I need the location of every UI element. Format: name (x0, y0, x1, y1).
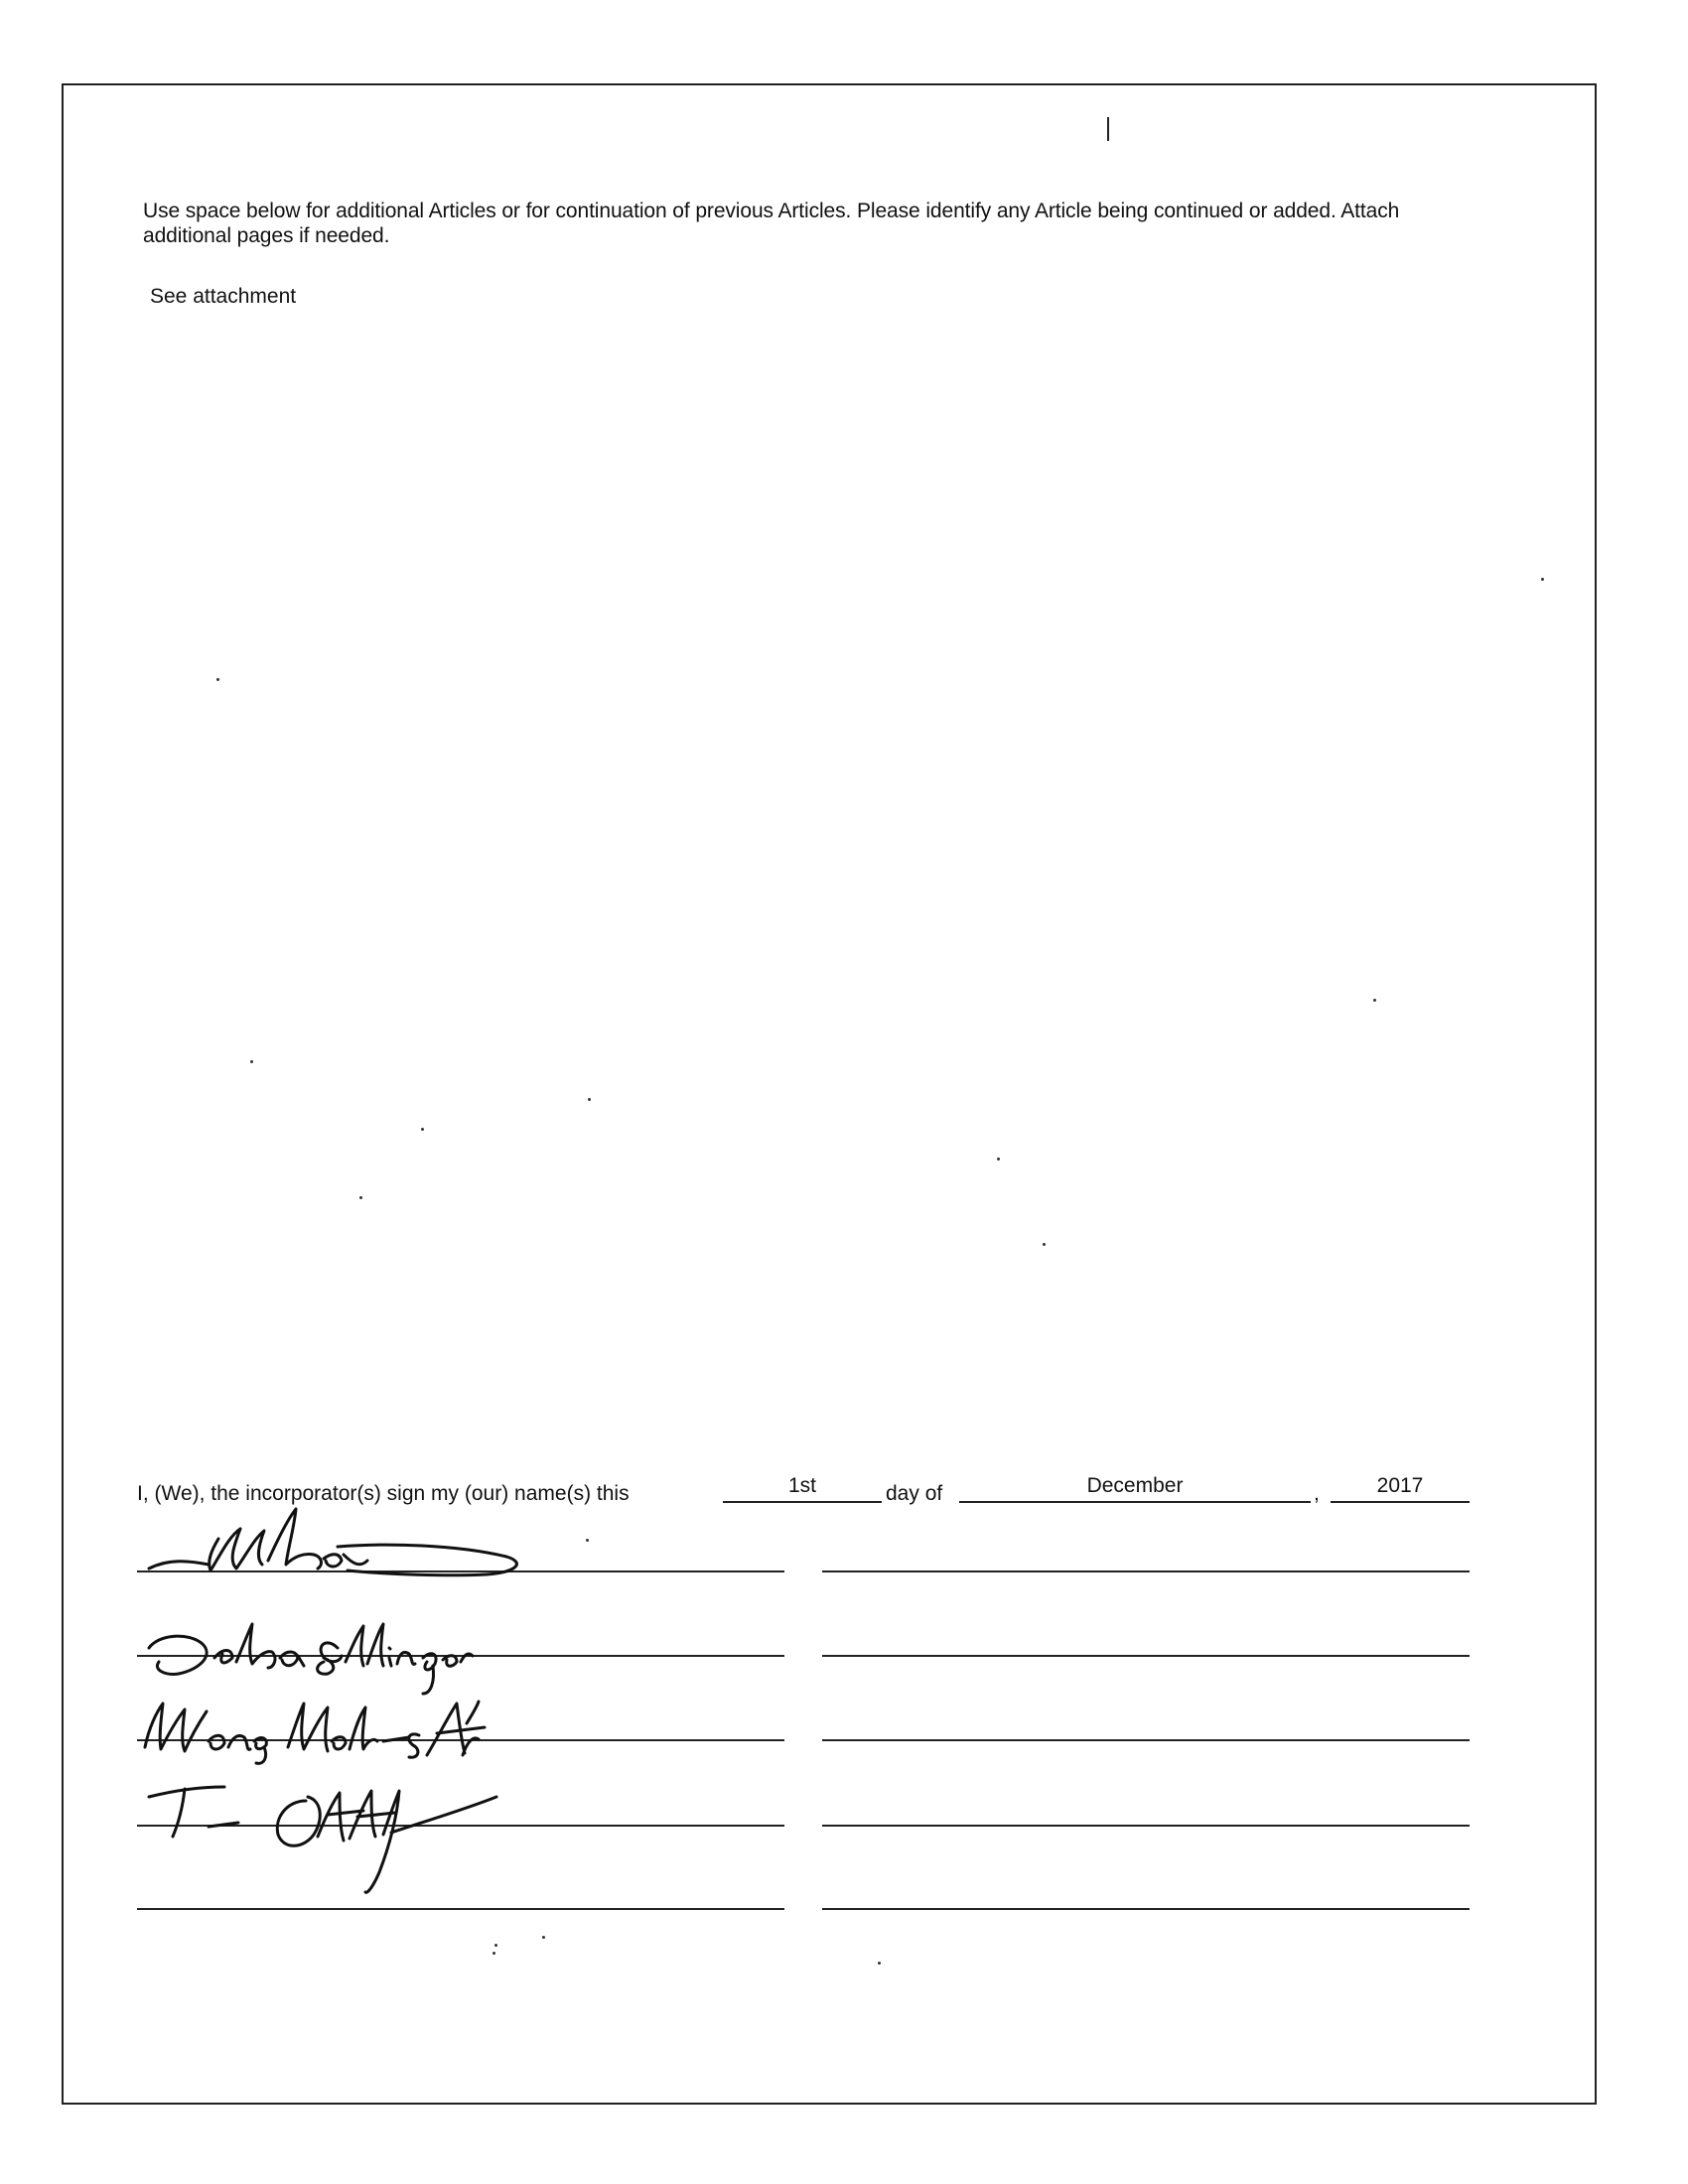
signature-4 (149, 1787, 496, 1892)
month-field[interactable]: December (959, 1471, 1311, 1503)
scan-speck (1373, 999, 1376, 1002)
year-field[interactable]: 2017 (1331, 1471, 1470, 1503)
scan-speck (494, 1944, 497, 1947)
signature-2 (149, 1624, 473, 1694)
signature-line-left[interactable] (137, 1908, 784, 1910)
scan-speck (421, 1128, 424, 1131)
signature-line-right[interactable] (822, 1655, 1470, 1657)
signing-lead-text: I, (We), the incorporator(s) sign my (our) name(s) this (137, 1482, 630, 1505)
day-field[interactable]: 1st (723, 1471, 882, 1503)
date-comma: , (1314, 1482, 1320, 1505)
signature-row (137, 1908, 1468, 1910)
handwritten-signatures (129, 1499, 606, 1896)
signature-3 (145, 1702, 485, 1763)
scan-speck (250, 1060, 253, 1063)
scan-speck (492, 1952, 495, 1955)
day-of-text: day of (886, 1482, 943, 1505)
scan-speck (588, 1098, 591, 1101)
signature-line-right[interactable] (822, 1570, 1470, 1572)
signature-1 (149, 1509, 516, 1575)
signature-line-right[interactable] (822, 1739, 1470, 1741)
scan-speck (542, 1936, 545, 1939)
scan-speck (359, 1196, 362, 1199)
scan-speck (1541, 578, 1544, 581)
scan-speck (878, 1962, 881, 1965)
scan-speck (997, 1158, 1000, 1160)
margin-tick-mark (1107, 117, 1109, 141)
attachment-note: See attachment (150, 285, 297, 308)
signature-line-right[interactable] (822, 1825, 1470, 1827)
scan-speck (216, 678, 219, 681)
signature-line-right[interactable] (822, 1908, 1470, 1910)
instructions-text: Use space below for additional Articles or for continuation of previous Articles. Please identify any Article being continued or added. Attach additional pages if needed. (143, 200, 1400, 247)
scan-speck (1043, 1243, 1046, 1246)
